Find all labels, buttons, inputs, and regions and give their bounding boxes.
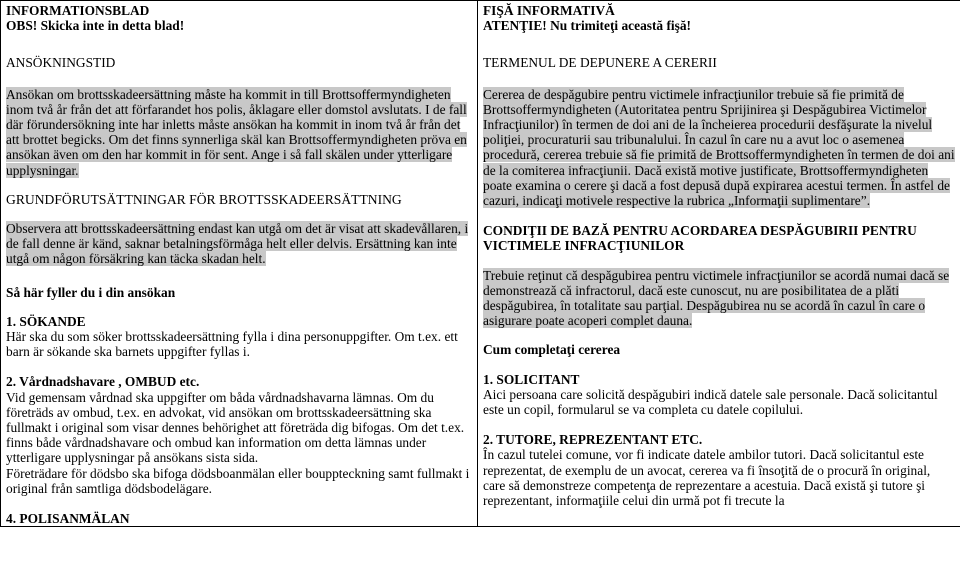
- section1-heading-sv: 1. SÖKANDE: [6, 313, 86, 329]
- deadline-heading-ro: TERMENUL DE DEPUNERE A CERERII: [483, 55, 717, 71]
- section2-heading-sv: 2. Vårdnadshavare , OMBUD etc.: [6, 374, 200, 390]
- basics-text-shaded-sv: Observera att brottsskadeersättning endast kan utgå om det är visat att skadevållaren, i de fall denne är känd, saknar betalningsförmåga helt eller delvis. Ersättning kan inte utgå om någon försäkring kan täcka skadan helt.: [6, 221, 469, 267]
- section1-text-sv: Här ska du som söker brottsskadeersättning fylla i dina personuppgifter. Om t.ex. ett barn är sökande ska barnets uppgifter fyllas i.: [6, 329, 458, 360]
- basics-text-shaded-ro: Trebuie reţinut că despăgubirea pentru victimele infracţiunilor se acordă numai dacă se demonstrează că infractorul, dacă este cunoscut, nu are posibilitatea de a plăti despăgubirea, în totalitate sau parţial. Despăgubirea nu se acordă în cazul în care o asigurare poate acoperi complet dauna.: [483, 267, 950, 329]
- section1-text-ro: Aici persoana care solicită despăgubiri indică datele sale personale. Dacă solicitantul este un copil, formularul se va completa cu datele copilului.: [483, 386, 938, 418]
- warning-sv: OBS! Skicka inte in detta blad!: [6, 18, 185, 34]
- deadline-text-shaded-sv: Ansökan om brottsskadeersättning måste ha kommit in till Brottsoffermyndigheten inom två år från det att förfarandet hos polis, åklagare eller domstol avslutats. I de fall där förundersökning inte har inletts måste ansökan ha kommit in inom två år från det att brottet begicks. Om det finns synnerliga skäl kan Brottsoffermyndigheten pröva en ansökan även om den har kommit in för sent. Ange i så fall skälen under ytterligare upplysningar.: [6, 86, 467, 178]
- title-ro: FIŞĂ INFORMATIVĂ: [483, 3, 615, 18]
- howto-heading-sv: Så här fyller du i din ansökan: [6, 284, 176, 300]
- deadline-text-sv: [6, 87, 472, 178]
- howto-heading-ro: Cum completaţi cererea: [483, 342, 621, 358]
- section2-text-ro: În cazul tutelei comune, vor fi indicate datele ambilor tutori. Dacă solicitantul este reprezentat, de exemplu de un avocat, cererea va fi însoţită de o procură în original, care să demonstreze competenţa de reprezentare a acestuia. Dacă există şi tutore şi reprezentant, informaţiile celui din urmă pot fi trecute la: [483, 447, 931, 509]
- title-sv: INFORMATIONSBLAD: [6, 3, 150, 18]
- basics-text-ro: [483, 268, 955, 329]
- basics-text-sv: [6, 221, 472, 267]
- deadline-text-shaded-ro: Cererea de despăgubire pentru victimele infracţiunilor trebuie să fie primită de Brottsoffermyndigheten (Autoritatea pentru Sprijinirea şi Despăgubirea Victimelor Infracţiunilor) în termen de doi ani de la încheierea procedurii desfăşurate la nivelul poliţiei, procuraturii sau tribunalului. În cazul în care nu a avut loc o asemenea procedură, cererea trebuie să fie primită de Brottsoffermyndigheten în termen de doi ani de la comiterea infracţiunii. Dacă există motive justificate, Brottsoffermyndigheten poate examina o cerere şi dacă a fost depusă după expirarea acestui termen. În astfel de cazuri, indicaţi motivele respective la rubrica „Informaţii suplimentare”.: [483, 86, 955, 209]
- warning-ro: ATENŢIE! Nu trimiteţi această fişă!: [483, 18, 692, 34]
- table-row: [1, 1, 960, 527]
- romanian-column: [478, 1, 960, 527]
- deadline-text-ro: [483, 87, 955, 209]
- basics-heading-sv: GRUNDFÖRUTSÄTTNINGAR FÖR BROTTSSKADEERSÄTTNING: [6, 191, 402, 207]
- section4-heading-sv: 4. POLISANMÄLAN: [6, 511, 130, 527]
- deadline-heading-sv: ANSÖKNINGSTID: [6, 55, 116, 71]
- swedish-column: [1, 1, 478, 527]
- section2-heading-ro: 2. TUTORE, REPREZENTANT ETC.: [483, 432, 703, 448]
- basics-heading-ro: CONDIŢII DE BAZĂ PENTRU ACORDAREA DESPĂGUBIRII PENTRU VICTIMELE INFRACŢIUNILOR: [483, 223, 917, 254]
- section2-text2-sv: Företrädare för dödsbo ska bifoga dödsboanmälan eller bouppteckning samt fullmakt i original från samtliga dödsbodelägare.: [6, 465, 470, 496]
- section2-text-sv: Vid gemensam vårdnad ska uppgifter om båda vårdnadshavarna lämnas. Om du företräds av ombud, t.ex. en advokat, vid ansökan om brottsskadeersättning ska fullmakt i original som visar dennes behörighet att företräda dig bifogas. Om det t.ex. finns både vårdnadshavare och ombud kan information om detta lämnas under ytterligare upplysningar på ansökans sista sida.: [6, 389, 465, 466]
- section1-heading-ro: 1. SOLICITANT: [483, 371, 580, 387]
